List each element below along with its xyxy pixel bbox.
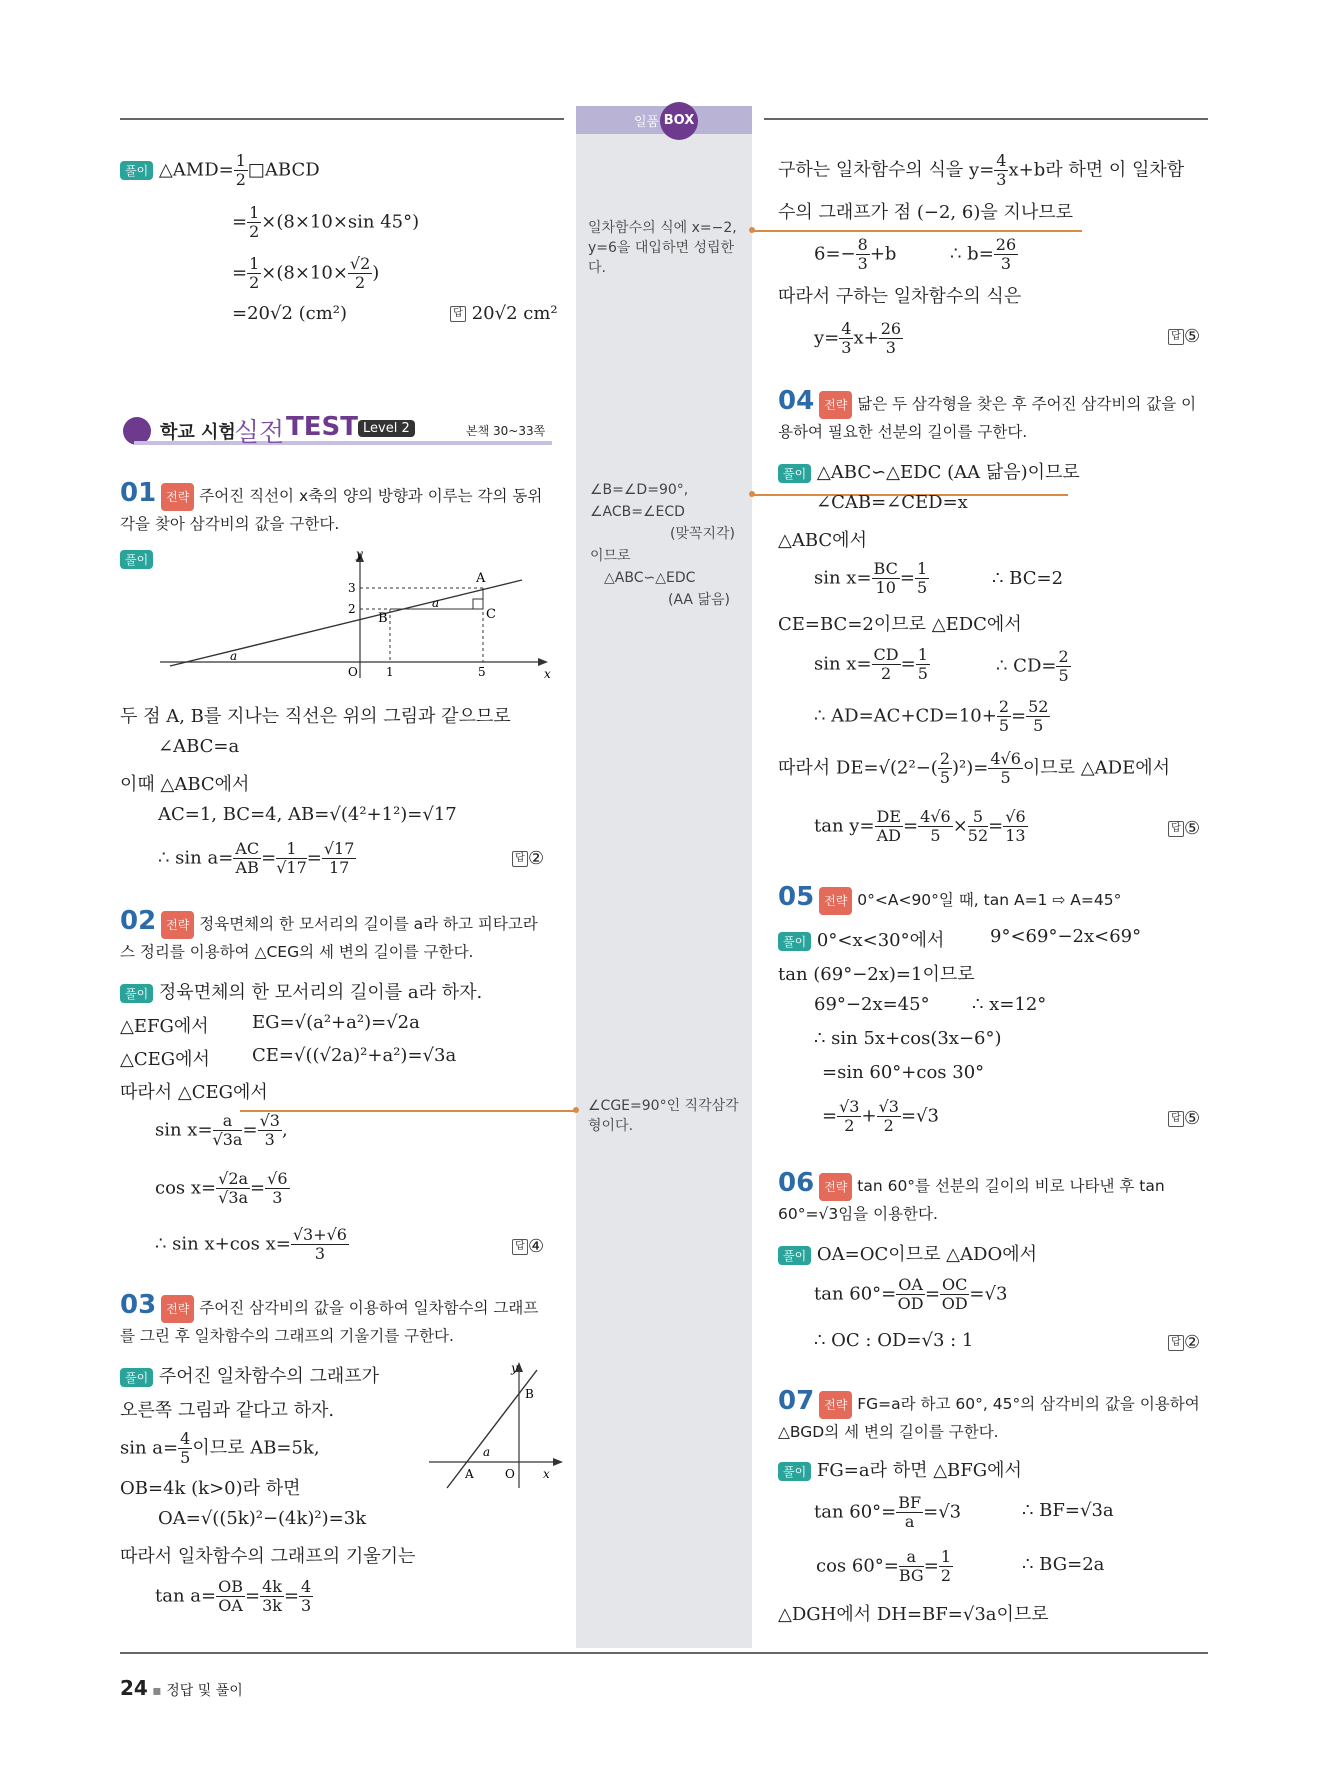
q02-line2: △EFG에서 (120, 1016, 209, 1037)
q04-strategy: 04 전략 닮은 두 삼각형을 찾은 후 주어진 삼각비의 값을 이용하여 필요한 선분의 길이를 구한다. (778, 386, 1197, 441)
svg-text:O: O (505, 1467, 515, 1481)
q03-line5: OA=√((5k)²−(4k)²)=3k (158, 1508, 367, 1529)
q03-strategy: 03 전략 주어진 삼각비의 값을 이용하여 일차함수의 그래프를 그린 후 일차함수의 그래프의 기울기를 구한다. (120, 1290, 539, 1345)
svg-text:a: a (432, 596, 440, 610)
q02-line3: △CEG에서 (120, 1049, 210, 1070)
q01-line3: 이때 △ABC에서 (120, 774, 250, 795)
amd-answer: 답 20√2 cm² (450, 303, 558, 324)
q01-answer: 답 ② (512, 848, 544, 869)
q04-line2: ∠CAB=∠CED=x (816, 492, 968, 513)
amd-line4: =20√2 (cm²) (232, 303, 348, 324)
box-header-badge: BOX (660, 102, 698, 140)
svg-text:B: B (525, 1387, 534, 1401)
box-note-1: 일차함수의 식에 x=−2, y=6을 대입하면 성립한다. (588, 220, 737, 276)
connector-3-dot (573, 1107, 579, 1113)
q07-line4: △DGH에서 DH=BF=√3a이므로 (778, 1604, 1049, 1625)
q02-line3b: CE=√((√2a)²+a²)=√3a (252, 1045, 457, 1066)
q01-sol-tag: 풀이 (120, 548, 153, 569)
q01-line1: 두 점 A, B를 지나는 직선은 위의 그림과 같으므로 (120, 706, 511, 727)
box-note-3: ∠ACB=∠ECD (590, 504, 685, 520)
connector-1-dot (749, 227, 755, 233)
page-number: 24 (120, 1676, 148, 1700)
q02-sum: ∴ sin x+cos x= $\frac{√3+√6}{3}$ (155, 1225, 347, 1263)
q07-line3b: ∴ BG=2a (1022, 1554, 1105, 1575)
q04-line9: tan y= $\frac{DE}{AD}$ = $\frac{4√6}{5}$ × $\frac{5}{52}$ = $\frac{√6}{13}$ (814, 807, 1026, 845)
q02-line1: 풀이 정육면체의 한 모서리의 길이를 a라 하자. (120, 978, 482, 1004)
connector-3 (240, 1110, 576, 1112)
section-title-b: 실전 (234, 418, 285, 448)
q03-cont-line4: 따라서 구하는 일차함수의 식은 (778, 286, 1022, 307)
svg-text:2: 2 (348, 602, 356, 616)
q02-line4: 따라서 △CEG에서 (120, 1082, 268, 1103)
q02-cos: cos x= $\frac{√2a}{√3a}$ = $\frac{√6}{3}$ (155, 1169, 288, 1207)
q03-tan: tan a= $\frac{OB}{OA}$ = $\frac{4k}{3k}$ = $\frac{4}{3}$ (155, 1577, 312, 1615)
q01-strategy: 01 전략 주어진 직선이 x축의 양의 방향과 이루는 각의 동위각을 찾아 삼각비의 값을 구한다. (120, 478, 543, 533)
q04-line7: ∴ AD=AC+CD=10+ $\frac{2}{5}$ = $\frac{52}{5}$ (814, 697, 1049, 735)
section-level: Level 2 (358, 420, 415, 437)
box-header (576, 106, 752, 134)
q05-line6: = $\frac{√3}{2}$ + $\frac{√3}{2}$ =√3 (822, 1097, 939, 1135)
svg-text:O: O (348, 665, 358, 679)
q05-line4: ∴ sin 5x+cos(3x−6°) (814, 1028, 1002, 1049)
box-note-2: ∠B=∠D=90°, (590, 482, 689, 498)
top-rule-left (120, 118, 564, 120)
q06-line1: 풀이 OA=OC이므로 △ADO에서 (778, 1240, 1037, 1266)
q03-answer: 답 ⑤ (1168, 326, 1200, 347)
q06-strategy: 06 전략 tan 60°를 선분의 길이의 비로 나타낸 후 tan 60°=√3임을 이용한다. (778, 1168, 1165, 1223)
svg-text:A: A (465, 1467, 474, 1481)
q04-line8: 따라서 DE=√(2²−( $\frac{2}{5}$ )²)= $\frac{4√6}{5}$ 이므로 △ADE에서 (778, 749, 1170, 787)
section-pages: 본책 30~33쪽 (466, 424, 546, 438)
q04-line5: CE=BC=2이므로 △EDC에서 (778, 614, 1022, 635)
svg-text:x: x (543, 1467, 550, 1481)
q02-answer: 답 ④ (512, 1236, 544, 1257)
q01-line4: AC=1, BC=4, AB=√(4²+1²)=√17 (158, 804, 457, 825)
q07-line2: tan 60°= $\frac{BF}{a}$ =√3 (814, 1493, 962, 1531)
connector-2-dot (749, 491, 755, 497)
q04-line1: 풀이 △ABC∽△EDC (AA 닮음)이므로 (778, 458, 1080, 484)
q03-cont-line3b: ∴ b= $\frac{26}{3}$ (950, 235, 1017, 273)
q07-line1: 풀이 FG=a라 하면 △BFG에서 (778, 1456, 1022, 1482)
q05-line1b: 9°<69°−2x<69° (990, 926, 1142, 947)
footer: 24 ▪ 정답 및 풀이 (120, 1676, 243, 1700)
q04-line4: sin x= $\frac{BC}{10}$ = $\frac{1}{5}$ (814, 559, 928, 597)
bottom-rule (120, 1652, 1208, 1654)
q05-line1: 풀이 0°<x<30°에서 (778, 926, 944, 952)
q05-line5: =sin 60°+cos 30° (822, 1062, 985, 1083)
q02-line2b: EG=√(a²+a²)=√2a (252, 1012, 420, 1033)
q03-cont-line5: y= $\frac{4}{3}$ x+ $\frac{26}{3}$ (814, 319, 902, 357)
q03-line1: 풀이 주어진 일차함수의 그래프가 (120, 1362, 379, 1388)
footer-label: 정답 및 풀이 (166, 1683, 243, 1699)
svg-text:a: a (483, 1445, 491, 1459)
svg-text:3: 3 (348, 581, 356, 595)
box-header-small: 일품 (634, 115, 660, 130)
q03-line2: 오른쪽 그림과 같다고 하자. (120, 1400, 335, 1421)
q04-answer: 답 ⑤ (1168, 818, 1200, 839)
q04-line4b: ∴ BC=2 (992, 568, 1064, 589)
connector-1 (752, 230, 1082, 232)
svg-text:5: 5 (478, 665, 486, 679)
section-title-a: 학교 시험 (160, 422, 236, 443)
amd-line3: = $\frac{1}{2}$ ×(8×10× $\frac{√2}{2}$ ) (232, 254, 380, 292)
svg-text:y: y (511, 1362, 518, 1375)
q06-answer: 답 ② (1168, 1332, 1200, 1353)
q07-strategy: 07 전략 FG=a라 하고 60°, 45°의 삼각비의 값을 이용하여 △BGD의 세 변의 길이를 구한다. (778, 1386, 1200, 1441)
q05-strategy: 05 전략 0°<A<90°일 때, tan A=1 ⇨ A=45° (778, 884, 1210, 915)
q04-line6: sin x= $\frac{CD}{2}$ = $\frac{1}{5}$ (814, 645, 928, 683)
amd-line2: = $\frac{1}{2}$ ×(8×10×sin 45°) (232, 203, 420, 241)
q05-line2: tan (69°−2x)=1이므로 (778, 964, 975, 985)
svg-text:a: a (230, 649, 238, 663)
amd-line1: 풀이 △AMD= $\frac{1}{2}$ □ABCD (120, 152, 320, 189)
q06-line2: tan 60°= $\frac{OA}{OD}$ = $\frac{OC}{OD}$ =√3 (814, 1275, 1008, 1313)
q07-line2b: ∴ BF=√3a (1022, 1500, 1114, 1521)
top-rule-right (764, 118, 1208, 120)
q03-line3: sin a= $\frac{4}{5}$ 이므로 AB=5k, (120, 1429, 320, 1467)
q01-line2: ∠ABC=a (158, 736, 240, 757)
q02-strategy: 02 전략 정육면체의 한 모서리의 길이를 a라 하고 피타고라스 정리를 이용하여 △CEG의 세 변의 길이를 구한다. (120, 906, 538, 961)
box-note-5: 이므로 (590, 548, 631, 564)
svg-text:y: y (356, 547, 363, 561)
svg-text:1: 1 (386, 665, 394, 679)
box-column (576, 108, 752, 1648)
q01-graph (150, 540, 570, 680)
q04-line6b: ∴ CD= $\frac{2}{5}$ (996, 647, 1069, 685)
q03-cont-line2: 수의 그래프가 점 (−2, 6)을 지나므로 (778, 202, 1074, 223)
svg-text:B: B (378, 611, 388, 626)
q06-line3: ∴ OC : OD=√3 : 1 (814, 1330, 974, 1351)
box-note-6: △ABC∽△EDC (604, 570, 696, 586)
svg-text:C: C (486, 607, 496, 622)
q05-answer: 답 ⑤ (1168, 1108, 1200, 1129)
svg-text:x: x (544, 667, 551, 680)
box-note-4: (맞꼭지각) (670, 526, 736, 542)
q01-line5: ∴ sin a= $\frac{AC}{AB}$ = $\frac{1}{√17}$ = $\frac{√17}{17}$ (158, 839, 355, 877)
svg-text:A: A (476, 571, 486, 586)
q04-line3: △ABC에서 (778, 530, 867, 551)
box-note-7: (AA 닮음) (668, 592, 730, 608)
q03-cont-line1: 구하는 일차함수의 식을 y= $\frac{4}{3}$ x+b라 하면 이 일차함 (778, 151, 1185, 189)
q02-sin: sin x= $\frac{a}{√3a}$ = $\frac{√3}{3}$ , (155, 1111, 288, 1149)
section-header (120, 414, 552, 448)
q05-line3: 69°−2x=45° (814, 994, 930, 1015)
q03-line4: OB=4k (k>0)라 하면 (120, 1478, 301, 1499)
q05-line3b: ∴ x=12° (972, 994, 1047, 1015)
q07-line3: cos 60°= $\frac{a}{BG}$ = $\frac{1}{2}$ (816, 1547, 951, 1585)
q03-cont-line3: 6=− $\frac{8}{3}$ +b (814, 235, 897, 273)
section-title-c: TEST (286, 412, 358, 442)
box-note-8: ∠CGE=90°인 직각삼각형이다. (588, 1098, 739, 1134)
q03-graph (425, 1362, 565, 1492)
q03-line6: 따라서 일차함수의 그래프의 기울기는 (120, 1546, 416, 1567)
